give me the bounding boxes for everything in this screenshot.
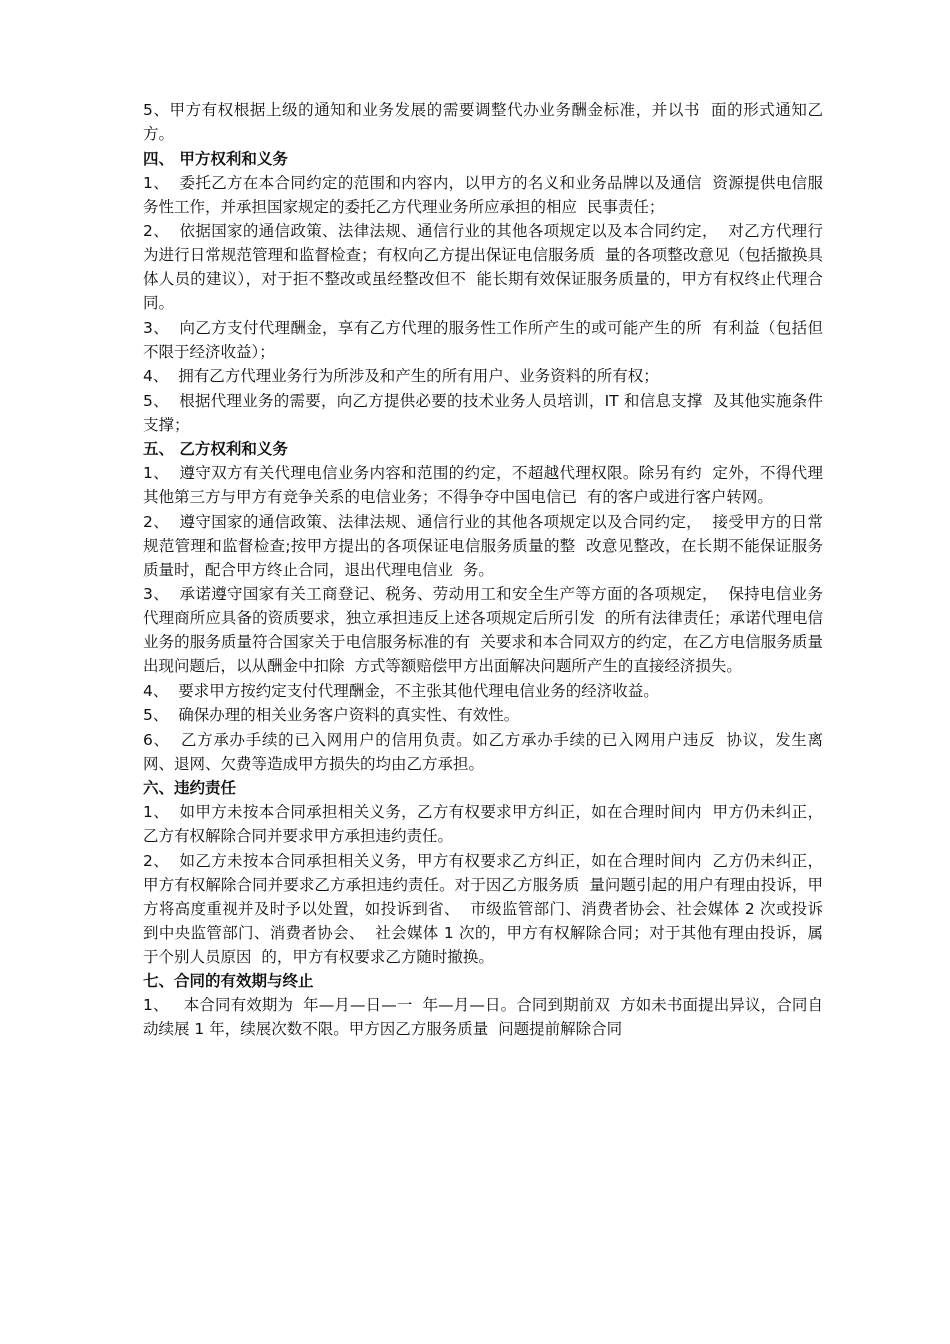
paragraph: 1、 委托乙方在本合同约定的范围和内容内，以甲方的名义和业务品牌以及通信 资源提供电信服务性工作，并承担国家规定的委托乙方代理业务所应承担的相应 民事责任；: [143, 173, 823, 216]
section-heading: 五、 乙方权利和义务: [143, 440, 288, 458]
section-heading: 四、 甲方权利和义务: [143, 149, 288, 168]
paragraph: 6、 乙方承办手续的已入网用户的信用负责。如乙方承办手续的已入网用户违反 协议，发生离网、退网、欠费等造成甲方损失的均由乙方承担。: [143, 730, 823, 773]
paragraph: 1、 遵守双方有关代理电信业务内容和范围的约定，不超越代理权限。除另有约 定外，不得代理其他第三方与甲方有竞争关系的电信业务；不得争夺中国电信已 有的客户或进行客户转网。: [143, 464, 823, 506]
paragraph: 3、 向乙方支付代理酬金，享有乙方代理的服务性工作所产生的或可能产生的所 有利益（包括但不限于经济收益）；: [143, 318, 823, 361]
paragraph: 3、 承诺遵守国家有关工商登记、税务、劳动用工和安全生产等方面的各项规定， 保持电信业务代理商所应具备的资质要求，独立承担违反上述各项规定后所引发 的所有法律责任；承诺代理电信业务的服务质量符合国家关于电信服务标准的有 关要求和本合同双方的约定，在乙方电信服务质量出现问题后，以从酬金中扣除 方式等额赔偿甲方出面解决问题所产生的直接经济损失。: [143, 585, 823, 675]
paragraph: 5、 确保办理的相关业务客户资料的真实性、有效性。: [143, 706, 520, 724]
paragraph: 5、甲方有权根据上级的通知和业务发展的需要调整代办业务酬金标准，并以书 面的形式通知乙方。: [143, 101, 823, 143]
paragraph: 1、 本合同有效期为 年—月—日—一 年—月—日。合同到期前双 方如未书面提出异议，合同自动续展 1 年，续展次数不限。甲方因乙方服务质量 问题提前解除合同: [143, 996, 823, 1038]
paragraph: 2、 依据国家的通信政策、法律法规、通信行业的其他各项规定以及本合同约定， 对乙方代理行为进行日常规范管理和监督检查；有权向乙方提出保证电信服务质 量的各项整改意见（包括撤换具体人员的建议），对于拒不整改或虽经整改但不 能长期有效保证服务质量的，甲方有权终止代理合同。: [143, 222, 823, 312]
paragraph: 4、 拥有乙方代理业务行为所涉及和产生的所有用户、业务资料的所有权；: [143, 367, 659, 385]
section-heading: 六、违约责任: [143, 779, 237, 797]
paragraph: 5、 根据代理业务的需要，向乙方提供必要的技术业务人员培训，IT 和信息支撑 及其他实施条件支撑；: [143, 391, 823, 434]
paragraph: 1、 如甲方未按本合同承担相关义务，乙方有权要求甲方纠正，如在合理时间内 甲方仍未纠正，乙方有权解除合同并要求甲方承担违约责任。: [143, 803, 823, 845]
paragraph: 4、 要求甲方按约定支付代理酬金，不主张其他代理电信业务的经济收益。: [143, 681, 659, 700]
document-page: [143, 98, 823, 1042]
section-heading: 七、合同的有效期与终止: [143, 972, 314, 990]
paragraph: 2、 如乙方未按本合同承担相关义务，甲方有权要求乙方纠正，如在合理时间内 乙方仍未纠正，甲方有权解除合同并要求乙方承担违约责任。对于因乙方服务质 量问题引起的用户有理由投诉，甲方将高度重视并及时予以处置，如投诉到省、 市级监管部门、消费者协会、社会媒体 2 次或投诉到中央监管部门、消费者协会、 社会媒体 1 次的，甲方有权解除合同；对于其他有理由投诉，属于个别人员原因 的，甲方有权要求乙方随时撤换。: [143, 851, 823, 966]
paragraph: 2、 遵守国家的通信政策、法律法规、通信行业的其他各项规定以及合同约定， 接受甲方的日常规范管理和监督检查;按甲方提出的各项保证电信服务质量的整 改意见整改，在长期不能保证服务质量时，配合甲方终止合同，退出代理电信业 务。: [143, 512, 823, 579]
